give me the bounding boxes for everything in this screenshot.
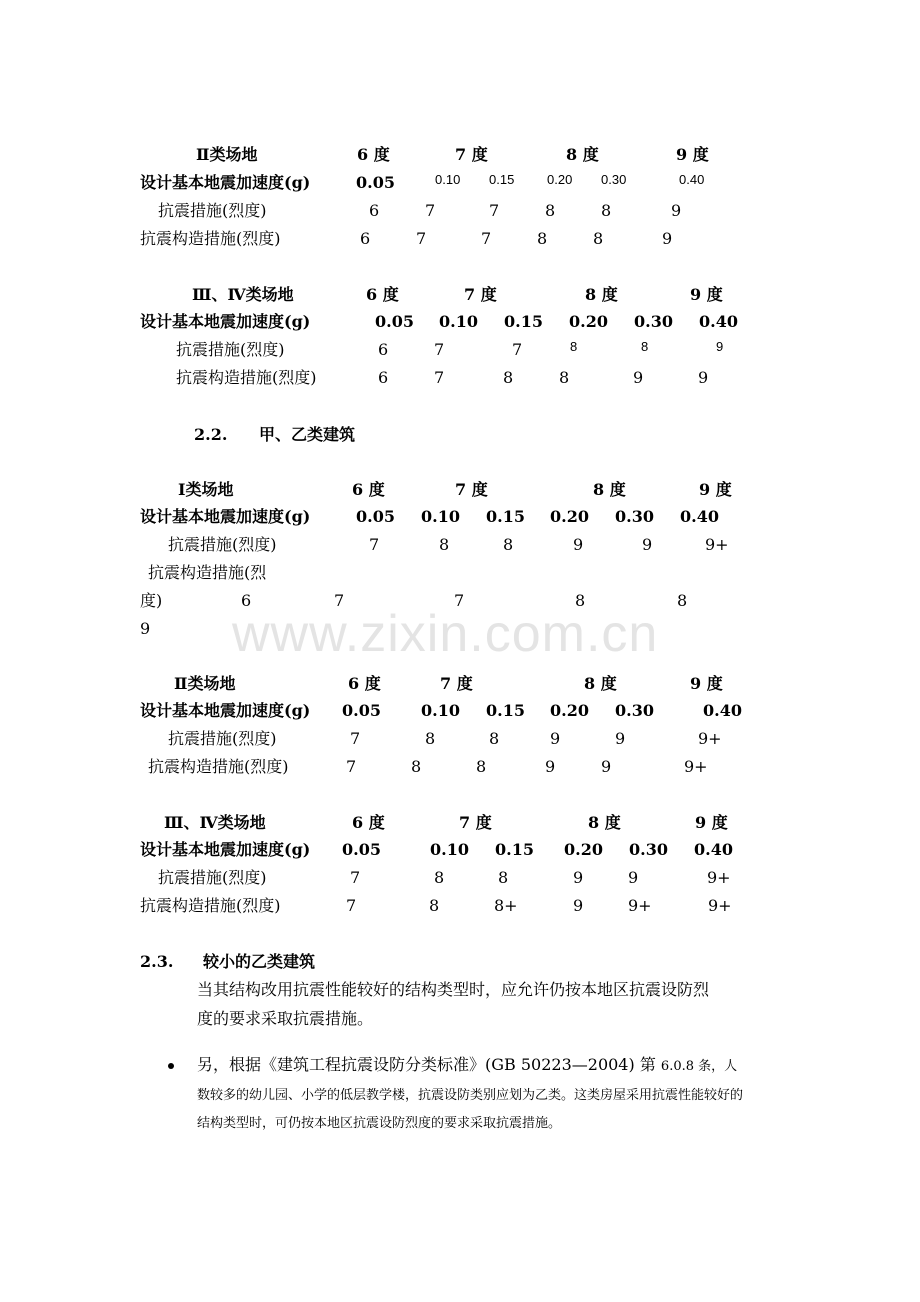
degree-header: 8 度 <box>593 480 626 499</box>
accel-value: 0.30 <box>615 507 654 526</box>
accel-value: 0.30 <box>601 172 627 187</box>
construct-value: 8 <box>593 229 604 248</box>
degree-header: 7 度 <box>459 813 492 832</box>
accel-value: 0.05 <box>342 840 381 859</box>
construct-value: 7 <box>334 591 345 610</box>
construct-value: 8+ <box>494 896 518 915</box>
measure-value: 7 <box>512 340 523 359</box>
measure-value: 9 <box>642 535 653 554</box>
construct-value: 8 <box>411 757 422 776</box>
measure-value: 9 <box>628 868 639 887</box>
accel-value: 0.20 <box>550 701 589 720</box>
accel-value: 0.20 <box>550 507 589 526</box>
bullet-line: 结构类型时，可仍按本地区抗震设防烈度的要求采取抗震措施。 <box>197 1116 562 1131</box>
accel-value: 0.15 <box>486 507 525 526</box>
degree-header: 9 度 <box>699 480 732 499</box>
accel-label: 设计基本地震加速度(g) <box>140 701 311 720</box>
construct-value: 8 <box>537 229 548 248</box>
measure-value: 9 <box>716 339 724 354</box>
bullet-line: 数较多的幼儿园、小学的低层教学楼，抗震设防类别应划为乙类。这类房屋采用抗震性能较好的 <box>197 1088 744 1103</box>
degree-header: 8 度 <box>585 285 618 304</box>
accel-value: 0.40 <box>680 507 719 526</box>
construct-value: 9 <box>573 896 584 915</box>
accel-value: 0.05 <box>342 701 381 720</box>
construct-label: 抗震构造措施(烈度) <box>148 757 289 776</box>
accel-value: 0.30 <box>629 840 668 859</box>
construct-value: 8 <box>559 368 570 387</box>
measure-value: 8 <box>641 339 649 354</box>
measure-value: 8 <box>498 868 509 887</box>
degree-header: 9 度 <box>690 674 723 693</box>
degree-header: 9 度 <box>690 285 723 304</box>
construct-value: 8 <box>677 591 688 610</box>
degree-header: 8 度 <box>566 145 599 164</box>
measure-value: 8 <box>545 201 556 220</box>
measure-value: 9 <box>573 535 584 554</box>
measure-value: 7 <box>350 868 361 887</box>
paragraph-line: 当其结构改用抗震性能较好的结构类型时，应允许仍按本地区抗震设防烈 <box>197 980 710 999</box>
degree-header: 9 度 <box>695 813 728 832</box>
construct-value: 6 <box>378 368 389 387</box>
bullet-text: 另，根据《建筑工程抗震设防分类标准》(GB 50223—2004) 第 <box>197 1055 656 1074</box>
degree-header: 6 度 <box>357 145 390 164</box>
section-number: 2.2. <box>194 425 228 444</box>
measure-value: 8 <box>570 339 578 354</box>
accel-value: 0.10 <box>435 172 461 187</box>
accel-value: 0.30 <box>615 701 654 720</box>
degree-header: 7 度 <box>455 145 488 164</box>
measure-value: 9 <box>671 201 682 220</box>
construct-label: 抗震构造措施(烈度) <box>140 229 281 248</box>
measure-value: 8 <box>601 201 612 220</box>
accel-value: 0.40 <box>699 312 738 331</box>
accel-label: 设计基本地震加速度(g) <box>140 840 311 859</box>
site-title: Ⅰ类场地 <box>178 480 234 499</box>
measure-value: 9 <box>615 729 626 748</box>
accel-value: 0.10 <box>439 312 478 331</box>
accel-value: 0.40 <box>703 701 742 720</box>
degree-header: 7 度 <box>440 674 473 693</box>
site-title: Ⅱ类场地 <box>196 145 258 164</box>
measure-value: 7 <box>434 340 445 359</box>
degree-header: 6 度 <box>348 674 381 693</box>
measure-value: 7 <box>369 535 380 554</box>
measure-value: 9+ <box>705 535 729 554</box>
measure-value: 8 <box>503 535 514 554</box>
accel-value: 0.10 <box>421 507 460 526</box>
measure-value: 9 <box>550 729 561 748</box>
degree-header: 7 度 <box>455 480 488 499</box>
degree-header: 7 度 <box>464 285 497 304</box>
measure-value: 9+ <box>707 868 731 887</box>
accel-value: 0.10 <box>430 840 469 859</box>
construct-value: 9 <box>633 368 644 387</box>
accel-value: 0.05 <box>375 312 414 331</box>
construct-value: 9+ <box>628 896 652 915</box>
measure-value: 6 <box>378 340 389 359</box>
measure-value: 7 <box>489 201 500 220</box>
construct-value: 7 <box>346 757 357 776</box>
accel-value: 0.05 <box>356 507 395 526</box>
accel-label: 设计基本地震加速度(g) <box>140 507 311 526</box>
construct-label-continued: 度) <box>140 591 163 610</box>
measure-value: 9+ <box>698 729 722 748</box>
measure-value: 8 <box>434 868 445 887</box>
construct-value: 8 <box>503 368 514 387</box>
paragraph-line: 度的要求采取抗震措施。 <box>197 1009 374 1028</box>
construct-label: 抗震构造措施(烈度) <box>176 368 317 387</box>
measure-label: 抗震措施(烈度) <box>168 535 277 554</box>
accel-value: 0.15 <box>495 840 534 859</box>
site-title: Ⅲ、Ⅳ类场地 <box>192 285 294 304</box>
construct-value: 9+ <box>708 896 732 915</box>
construct-value: 7 <box>434 368 445 387</box>
construct-value: 6 <box>241 591 252 610</box>
section-number: 2.3. <box>140 952 174 971</box>
construct-label: 抗震构造措施(烈度) <box>140 896 281 915</box>
measure-value: 8 <box>489 729 500 748</box>
measure-label: 抗震措施(烈度) <box>158 868 267 887</box>
degree-header: 6 度 <box>366 285 399 304</box>
degree-header: 6 度 <box>352 480 385 499</box>
construct-label: 抗震构造措施(烈 <box>148 563 267 582</box>
construct-value: 8 <box>575 591 586 610</box>
measure-value: 6 <box>369 201 380 220</box>
measure-value: 7 <box>425 201 436 220</box>
section-title: 甲、乙类建筑 <box>259 425 356 444</box>
measure-label: 抗震措施(烈度) <box>176 340 285 359</box>
degree-header: 8 度 <box>588 813 621 832</box>
measure-value: 7 <box>350 729 361 748</box>
bullet-icon <box>168 1063 174 1069</box>
accel-label: 设计基本地震加速度(g) <box>140 173 311 192</box>
measure-value: 9 <box>573 868 584 887</box>
bullet-text-small: 6.0.8 条，人 <box>660 1059 738 1074</box>
construct-value: 9 <box>662 229 673 248</box>
construct-value: 7 <box>454 591 465 610</box>
watermark: www.zixin.com.cn <box>232 605 659 663</box>
site-title: Ⅲ、Ⅳ类场地 <box>164 813 266 832</box>
construct-value: 9+ <box>684 757 708 776</box>
degree-header: 8 度 <box>584 674 617 693</box>
construct-value: 7 <box>416 229 427 248</box>
construct-value: 9 <box>698 368 709 387</box>
accel-label: 设计基本地震加速度(g) <box>140 312 311 331</box>
construct-value: 9 <box>601 757 612 776</box>
accel-value: 0.20 <box>547 172 573 187</box>
accel-value: 0.40 <box>694 840 733 859</box>
construct-value: 8 <box>476 757 487 776</box>
accel-value: 0.40 <box>679 172 705 187</box>
degree-header: 6 度 <box>352 813 385 832</box>
site-title: Ⅱ类场地 <box>174 674 236 693</box>
measure-value: 8 <box>425 729 436 748</box>
accel-value: 0.15 <box>504 312 543 331</box>
construct-value: 7 <box>346 896 357 915</box>
construct-value: 9 <box>140 619 151 638</box>
measure-label: 抗震措施(烈度) <box>168 729 277 748</box>
degree-header: 9 度 <box>676 145 709 164</box>
construct-value: 7 <box>481 229 492 248</box>
construct-value: 6 <box>360 229 371 248</box>
measure-value: 8 <box>439 535 450 554</box>
section-title: 较小的乙类建筑 <box>203 952 316 971</box>
accel-value: 0.15 <box>489 172 515 187</box>
accel-value: 0.20 <box>564 840 603 859</box>
accel-value: 0.10 <box>421 701 460 720</box>
accel-value: 0.30 <box>634 312 673 331</box>
accel-value: 0.20 <box>569 312 608 331</box>
construct-value: 9 <box>545 757 556 776</box>
accel-value: 0.05 <box>356 173 395 192</box>
bullet-line <box>197 1057 737 1073</box>
construct-value: 8 <box>429 896 440 915</box>
measure-label: 抗震措施(烈度) <box>158 201 267 220</box>
accel-value: 0.15 <box>486 701 525 720</box>
